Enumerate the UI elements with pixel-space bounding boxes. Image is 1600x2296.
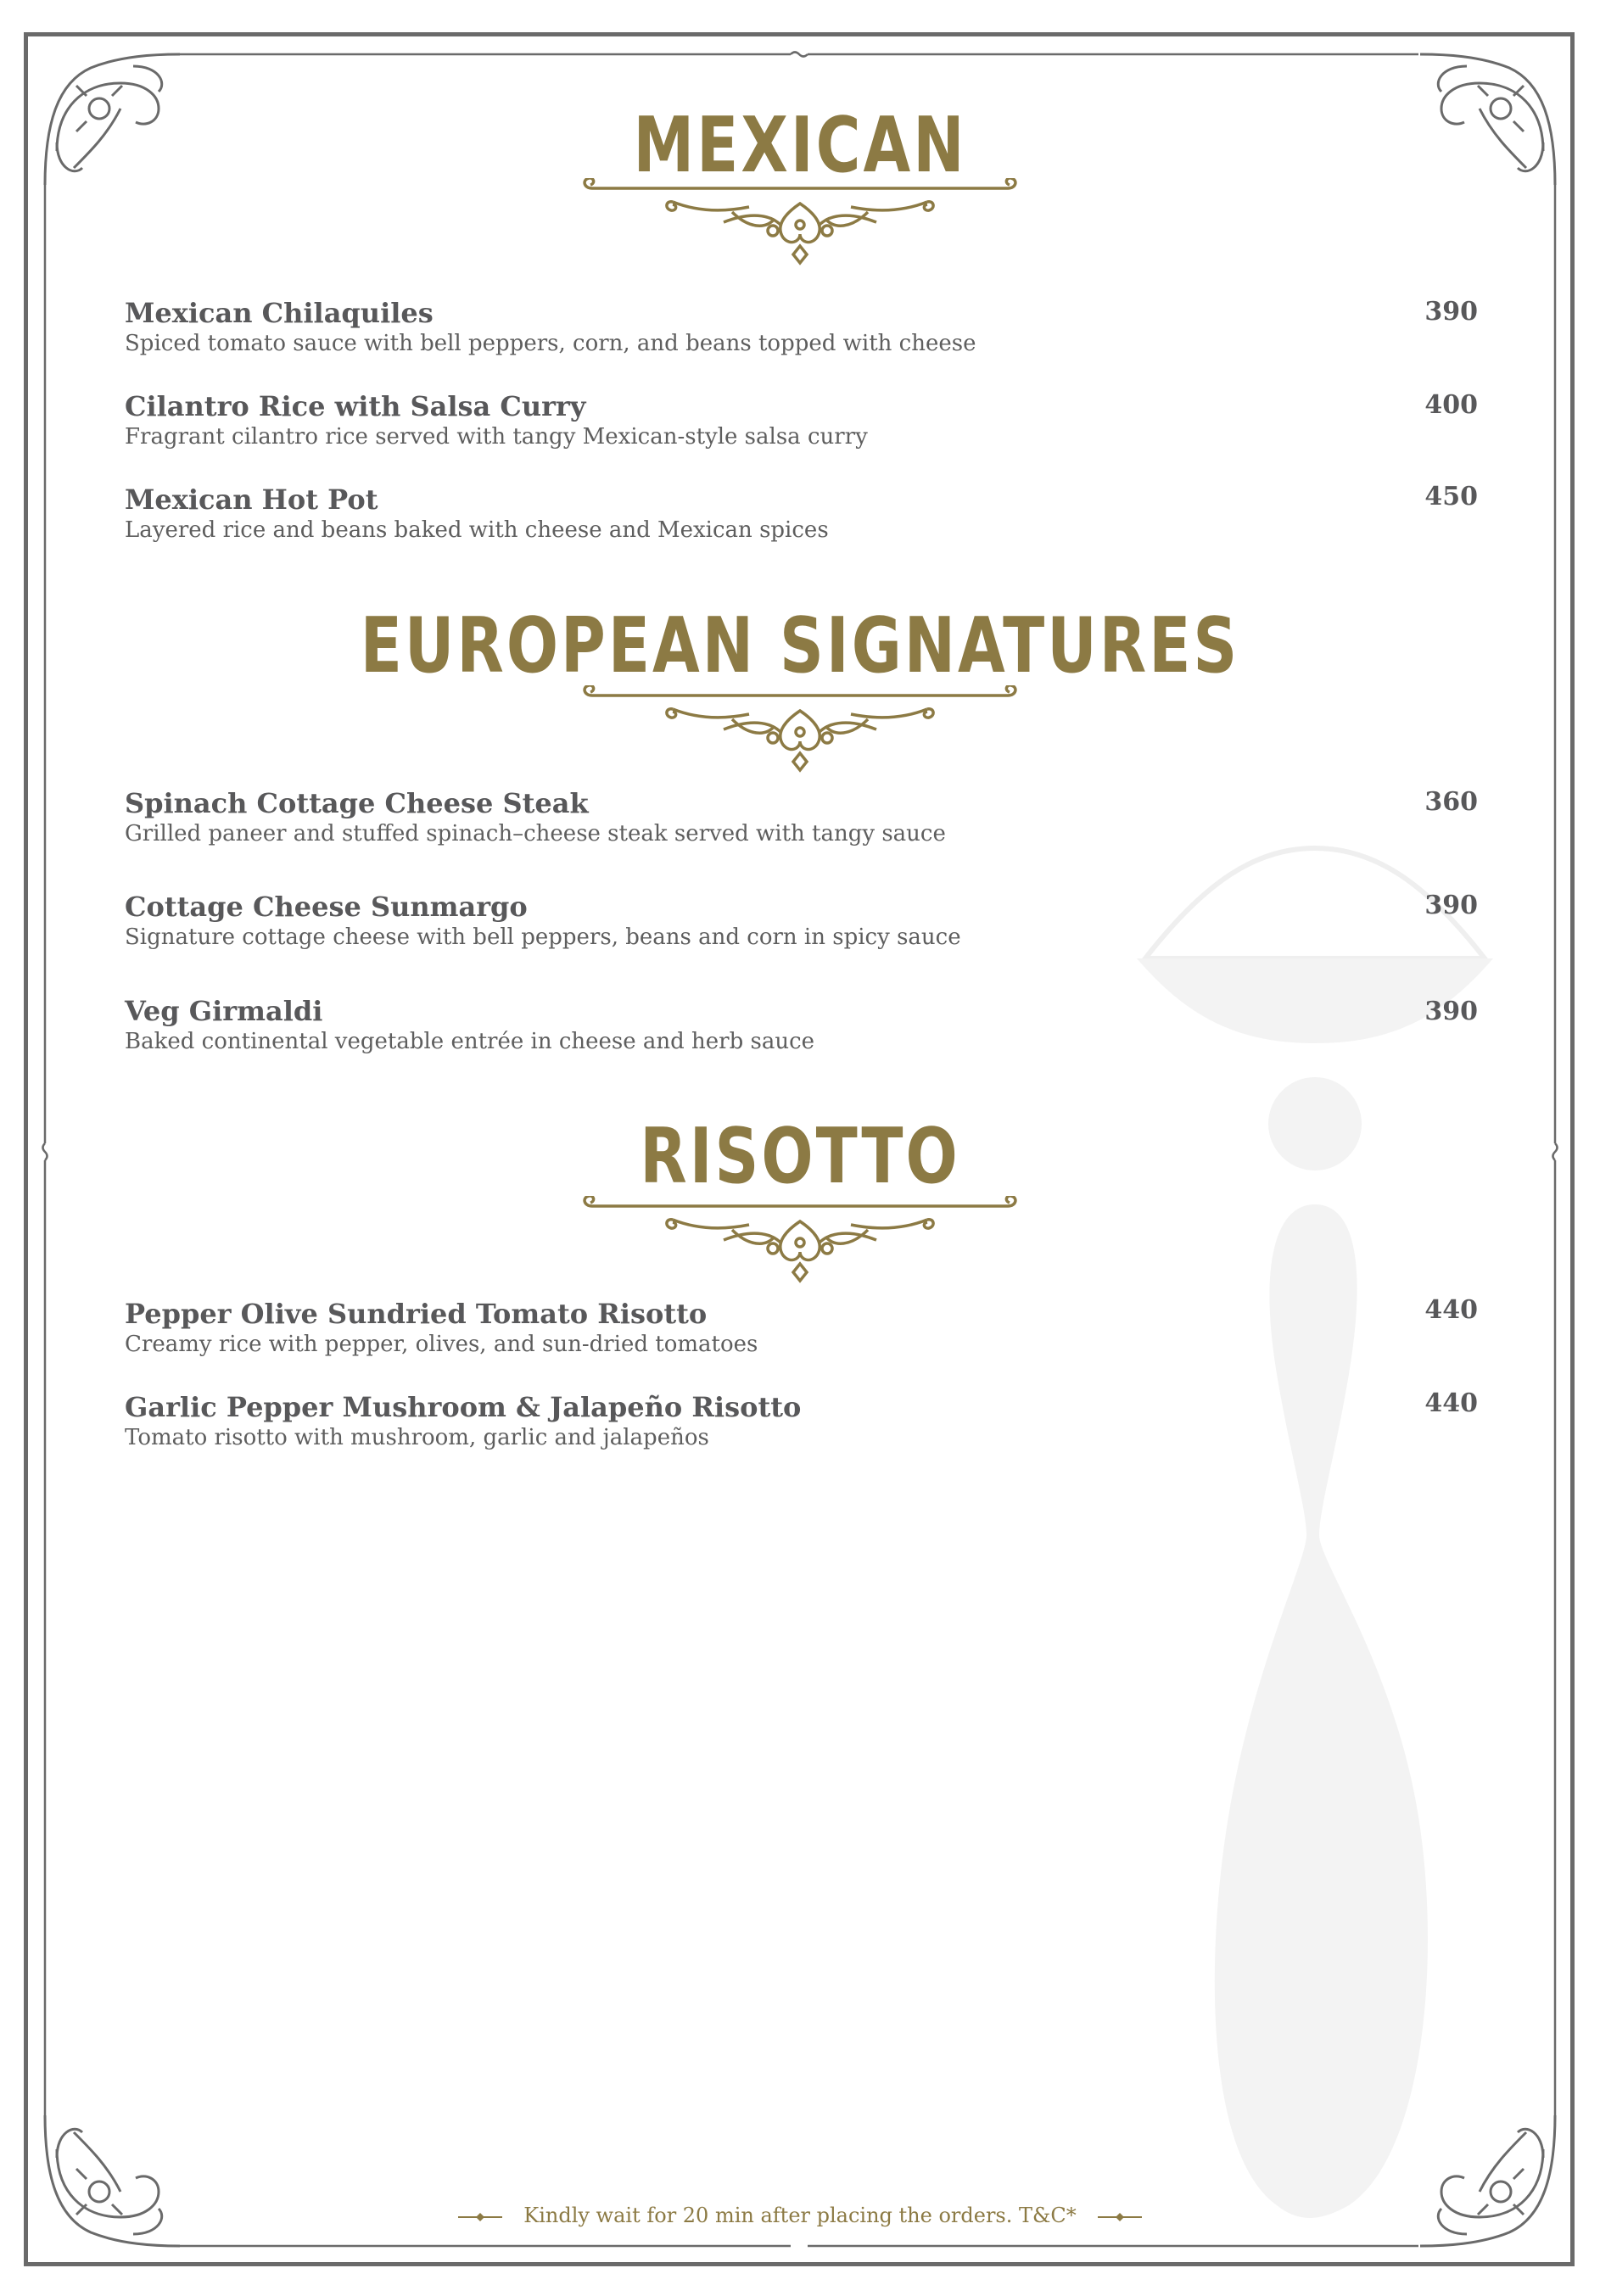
- item-description: Layered rice and beans baked with cheese and Mexican spices: [125, 517, 829, 543]
- menu-item: [125, 995, 1482, 1056]
- item-name: Garlic Pepper Mushroom & Jalapeño Risotto: [125, 1391, 802, 1423]
- item-price: 390: [1424, 297, 1478, 327]
- item-description: Signature cottage cheese with bell peppers, beans and corn in spicy sauce: [125, 925, 961, 950]
- ornamental-flourish-icon: [0, 1196, 1600, 1289]
- footer-right-ornament-icon: [1096, 2207, 1144, 2227]
- menu-item: [125, 787, 1482, 848]
- item-name: Pepper Olive Sundried Tomato Risotto: [125, 1298, 708, 1330]
- item-price: 400: [1424, 390, 1478, 420]
- item-price: 440: [1424, 1295, 1478, 1325]
- item-name: Mexican Hot Pot: [125, 483, 378, 516]
- item-name: Veg Girmaldi: [125, 995, 323, 1027]
- footer-note: [0, 2204, 1600, 2227]
- item-description: Baked continental vegetable entrée in cheese and herb sauce: [125, 1029, 815, 1054]
- footer-text: Kindly wait for 20 min after placing the orders. T&C*: [523, 2204, 1077, 2227]
- menu-item: [125, 390, 1482, 451]
- footer-left-ornament-icon: [456, 2207, 504, 2227]
- item-description: Tomato risotto with mushroom, garlic and jalapeños: [125, 1425, 709, 1450]
- menu-item: [125, 297, 1482, 358]
- menu-item: [125, 483, 1482, 545]
- ornamental-flourish-icon: [0, 685, 1600, 779]
- item-name: Cottage Cheese Sunmargo: [125, 891, 528, 923]
- item-price: 390: [1424, 997, 1478, 1026]
- item-name: Spinach Cottage Cheese Steak: [125, 787, 589, 819]
- section-title-european-signatures: EUROPEAN SIGNATURES: [360, 601, 1240, 690]
- item-price: 390: [1424, 891, 1478, 920]
- item-description: Grilled paneer and stuffed spinach–cheese steak served with tangy sauce: [125, 821, 946, 846]
- item-description: Creamy rice with pepper, olives, and sun-dried tomatoes: [125, 1332, 758, 1357]
- ornamental-flourish-icon: [0, 178, 1600, 271]
- item-description: Spiced tomato sauce with bell peppers, corn, and beans topped with cheese: [125, 331, 976, 356]
- item-price: 440: [1424, 1388, 1478, 1418]
- section-title-risotto: RISOTTO: [640, 1111, 960, 1200]
- item-description: Fragrant cilantro rice served with tangy Mexican-style salsa curry: [125, 424, 868, 450]
- menu-item: [125, 891, 1482, 952]
- menu-item: [125, 1391, 1482, 1452]
- section-title-mexican: MEXICAN: [633, 100, 967, 189]
- item-price: 360: [1424, 787, 1478, 817]
- item-price: 450: [1424, 482, 1478, 511]
- item-name: Mexican Chilaquiles: [125, 297, 434, 329]
- item-name: Cilantro Rice with Salsa Curry: [125, 390, 586, 422]
- menu-item: [125, 1298, 1482, 1359]
